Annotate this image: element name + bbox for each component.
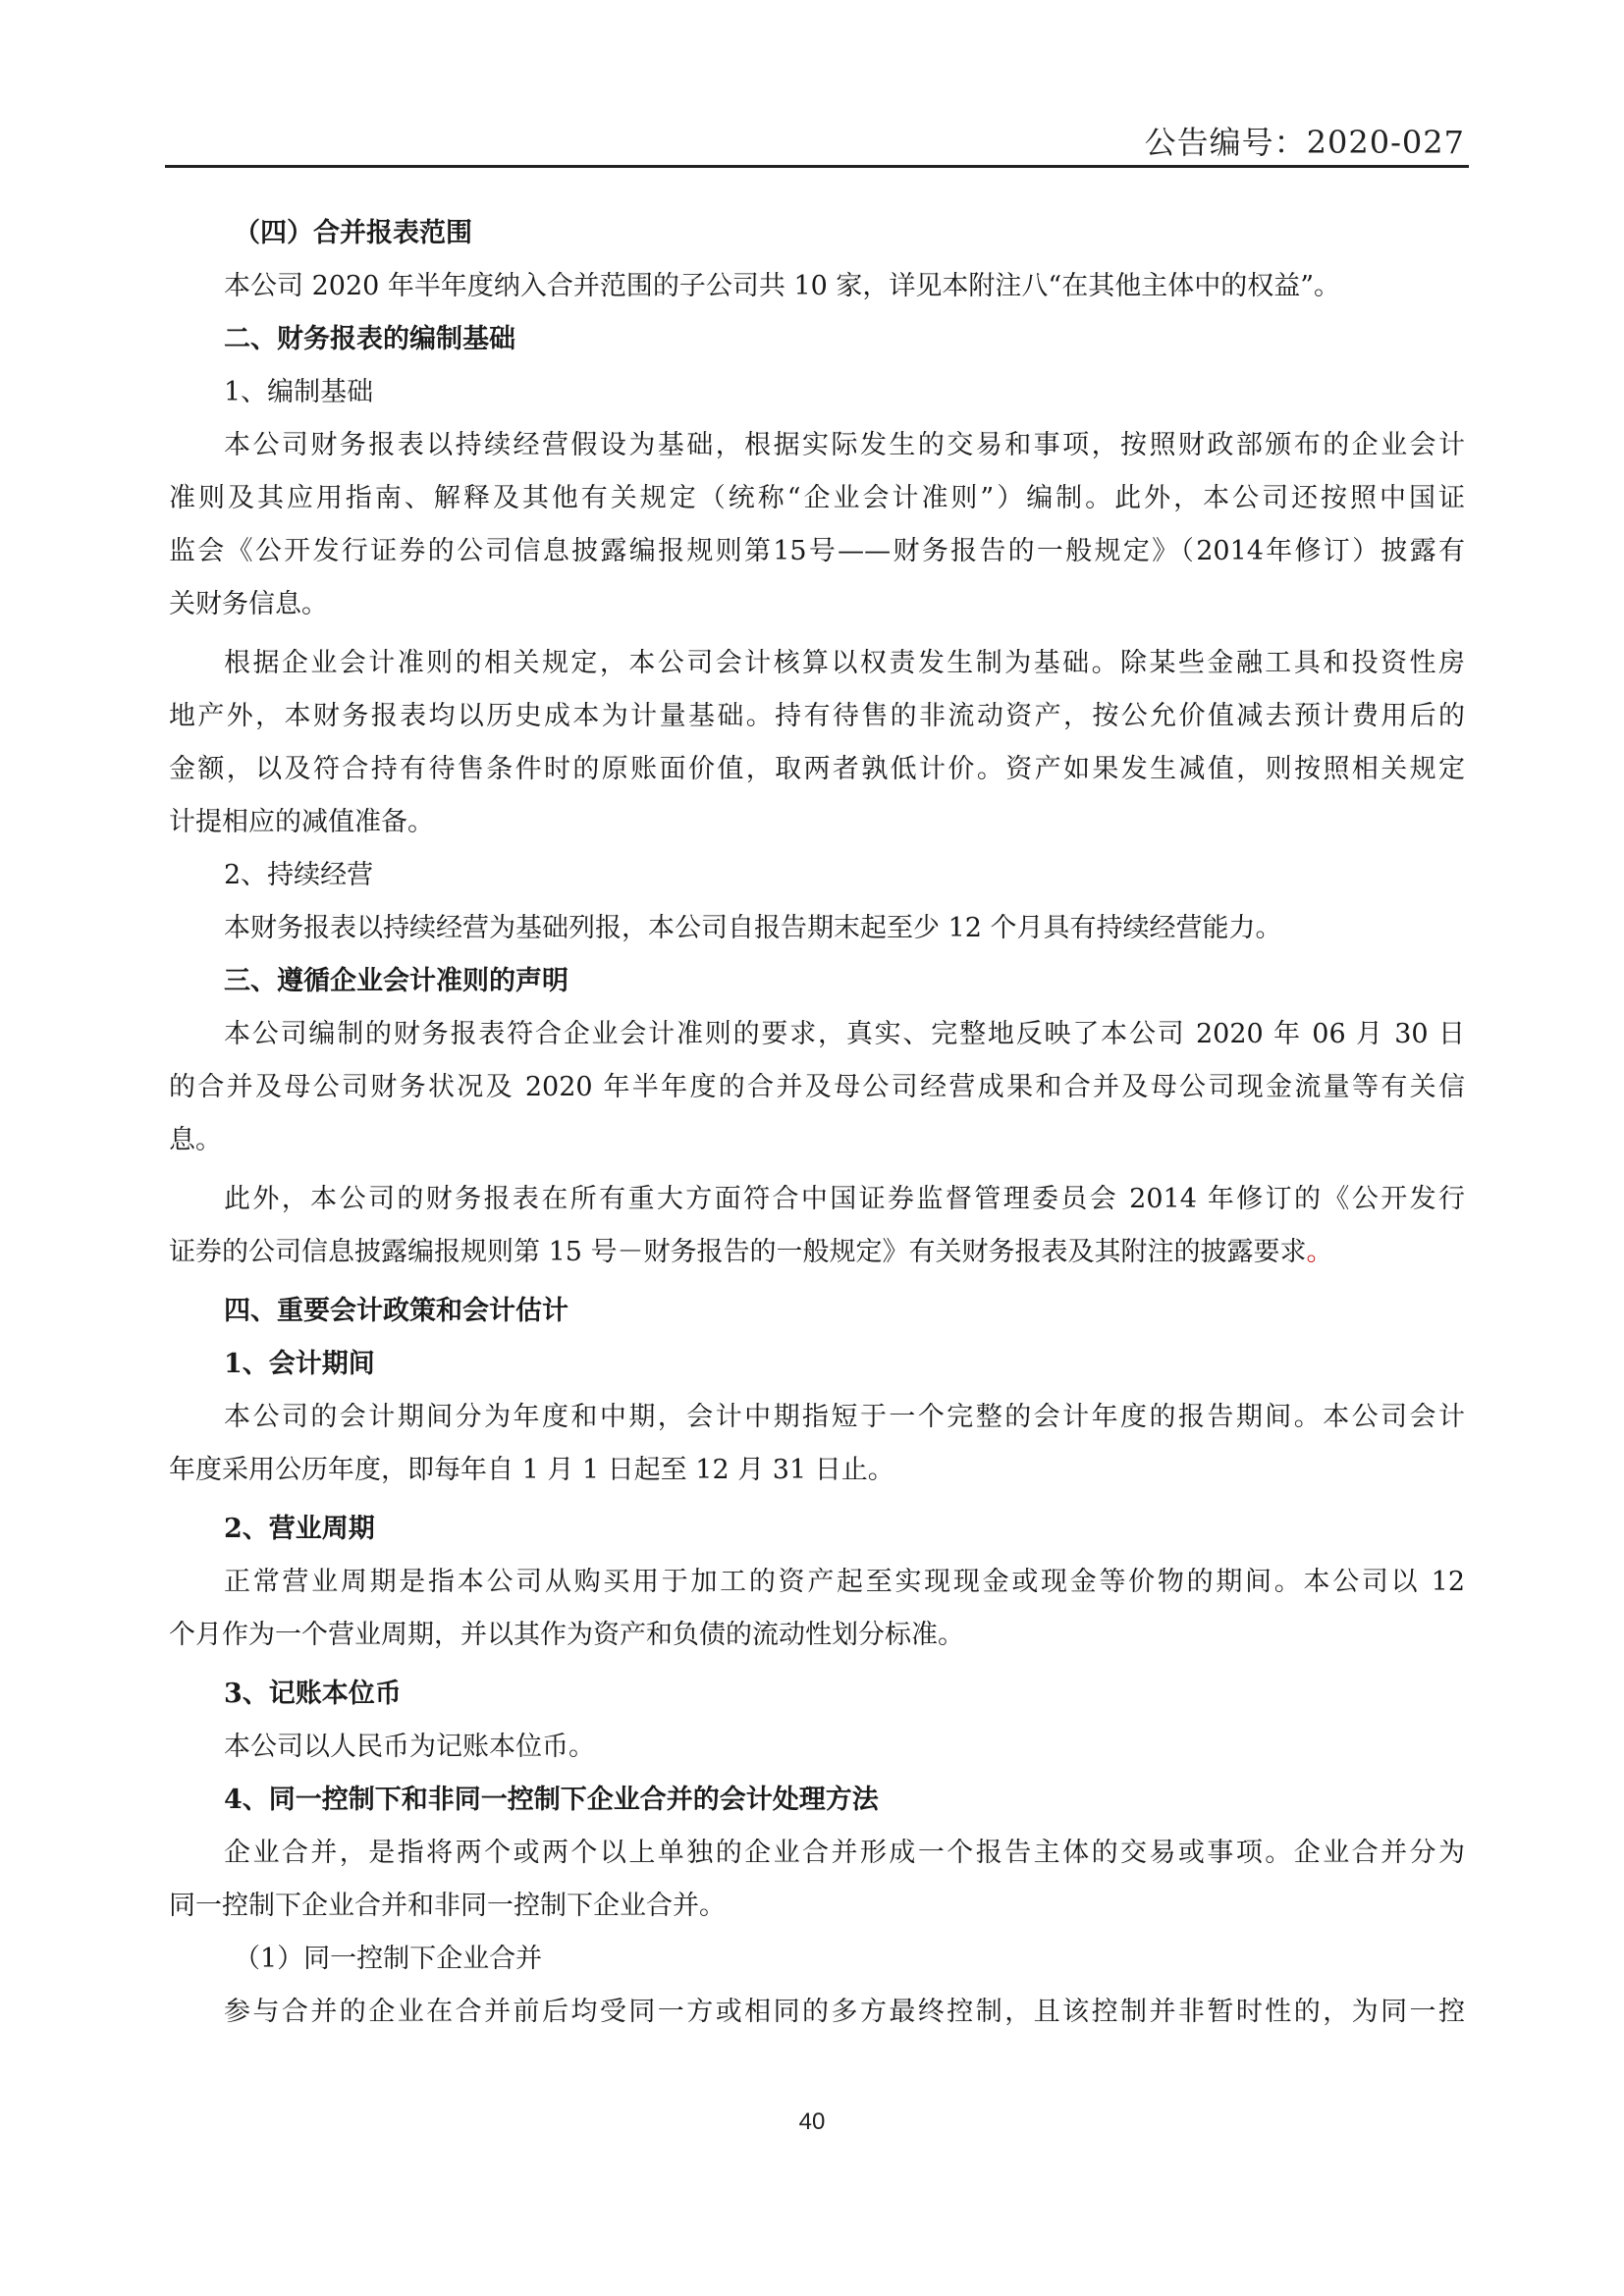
paragraph-line: 金额，以及符合持有待售条件时的原账面价值，取两者孰低计价。资产如果发生减值，则按照相关规定	[169, 754, 1465, 784]
paragraph-text: 证券的公司信息披露编报规则第 15 号－财务报告的一般规定》有关财务报表及其附注的披露要求	[169, 1237, 1307, 1267]
paragraph-line: 本公司财务报表以持续经营假设为基础，根据实际发生的交易和事项，按照财政部颁布的企业会计	[224, 430, 1465, 460]
subsection-heading: 4、同一控制下和非同一控制下企业合并的会计处理方法	[224, 1785, 879, 1815]
paragraph-line: 息。	[169, 1125, 222, 1155]
paragraph-line: 计提相应的减值准备。	[169, 807, 434, 837]
paragraph-line: 本公司的会计期间分为年度和中期，会计中期指短于一个完整的会计年度的报告期间。本公司会计	[224, 1402, 1465, 1432]
paragraph-line: 正常营业周期是指本公司从购买用于加工的资产起至实现现金或现金等价物的期间。本公司以 12	[224, 1567, 1465, 1597]
paragraph-line: 同一控制下企业合并和非同一控制下企业合并。	[169, 1891, 726, 1921]
header-divider	[165, 165, 1469, 168]
red-period: 。	[1306, 1237, 1333, 1267]
paragraph-line: 个月作为一个营业周期，并以其作为资产和负债的流动性划分标准。	[169, 1620, 964, 1650]
paragraph-line	[169, 1233, 1465, 1272]
subsection-heading: 3、记账本位币	[224, 1679, 402, 1709]
paragraph-line: 此外，本公司的财务报表在所有重大方面符合中国证券监督管理委员会 2014 年修订的《公开发行	[224, 1184, 1465, 1214]
section-heading: 二、财务报表的编制基础	[224, 324, 515, 354]
section-heading: （四）合并报表范围	[234, 218, 472, 248]
paragraph-line: 企业合并，是指将两个或两个以上单独的企业合并形成一个报告主体的交易或事项。企业合并分为	[224, 1838, 1465, 1868]
subsection-heading: 2、持续经营	[224, 860, 374, 890]
page-number: 40	[798, 2109, 826, 2135]
paragraph-line: 地产外，本财务报表均以历史成本为计量基础。持有待售的非流动资产，按公允价值减去预计费用后的	[169, 701, 1465, 731]
paragraph-line: 的合并及母公司财务状况及 2020 年半年度的合并及母公司经营成果和合并及母公司现金流量等有关信	[169, 1072, 1465, 1102]
paragraph-line: 监会《公开发行证券的公司信息披露编报规则第15号——财务报告的一般规定》（2014年修订）披露有	[169, 536, 1465, 566]
paragraph-line: 参与合并的企业在合并前后均受同一方或相同的多方最终控制，且该控制并非暂时性的，为同一控	[224, 1997, 1465, 2027]
subsection-heading: 1、编制基础	[224, 377, 374, 407]
paragraph-line: 准则及其应用指南、解释及其他有关规定（统称“企业会计准则”）编制。此外，本公司还按照中国证	[169, 483, 1465, 513]
subsection-heading: 2、营业周期	[224, 1514, 375, 1544]
paragraph-line: 本财务报表以持续经营为基础列报，本公司自报告期末起至少 12 个月具有持续经营能力。	[224, 913, 1282, 943]
subsection-heading: 1、会计期间	[224, 1349, 375, 1379]
paragraph-line: 本公司以人民币为记账本位币。	[224, 1732, 595, 1762]
paragraph-line: 根据企业会计准则的相关规定，本公司会计核算以权责发生制为基础。除某些金融工具和投资性房	[224, 648, 1465, 678]
announcement-number: 公告编号：2020-027	[1144, 124, 1465, 161]
paragraph-line: 年度采用公历年度，即每年自 1 月 1 日起至 12 月 31 日止。	[169, 1455, 894, 1485]
paragraph-line: 本公司编制的财务报表符合企业会计准则的要求，真实、完整地反映了本公司 2020 年 06 月 30 日	[224, 1019, 1465, 1049]
section-heading: 三、遵循企业会计准则的声明	[224, 966, 568, 996]
subsection-heading: （1）同一控制下企业合并	[234, 1944, 543, 1974]
section-heading: 四、重要会计政策和会计估计	[224, 1296, 568, 1326]
paragraph-line: 本公司 2020 年半年度纳入合并范围的子公司共 10 家，详见本附注八“在其他主体中的权益”。	[224, 271, 1341, 301]
paragraph-line: 关财务信息。	[169, 589, 328, 619]
